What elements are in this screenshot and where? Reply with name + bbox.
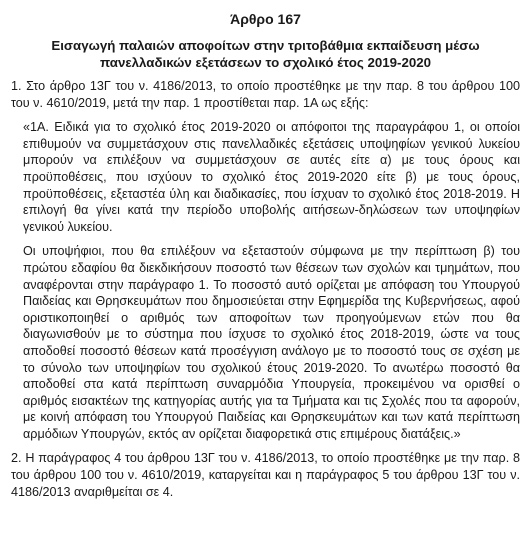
paragraph-2 (11, 450, 520, 500)
paragraph-1 (11, 78, 520, 111)
paragraph-2-number: 2. (11, 451, 22, 466)
paragraph-2-text: Η παράγραφος 4 του άρθρου 13Γ του ν. 4186/2013, το οποίο προστέθηκε με την παρ. 8 του άρθρου 100 του ν. 4610/2019, καταργείται και η παράγραφος 5 του άρθρου 13Γ του ν. 4186/2013 αναριθμείται σε 4. (11, 451, 521, 499)
article-heading: Άρθρο 167 (230, 11, 301, 27)
quoted-paragraph-continuation: Οι υποψήφιοι, που θα επιλέξουν να εξεταστούν σύμφωνα με την περίπτωση β) του πρώτου εδαφίου θα διεκδικήσουν ποσοστό των θέσεων των σχολών και τμημάτων, που αναφέρονται στην παράγραφο 1. Το ποσοστό αυτό ορίζεται με απόφαση του Υπουργού Παιδείας και Θρησκευμάτων που δημοσιεύεται στην Εφημερίδα της Κυβερνήσεως, αφού οριστικοποιηθεί ο αριθμός των αποφοίτων των προηγούμενων ετών που θα διαγωνισθούν με το σύστημα που ίσχυσε το σχολικό έτος 2018-2019, ώστε να τους αποδοθεί ποσοστό θέσεων κατά προσέγγιση ανάλογο με το ποσοστό τους σε σχέση με το σύνολο των υποψηφίων του σχολικού έτους 2019-2020. Το ανωτέρω ποσοστό θα αποδοθεί στα κατά περίπτωση συναρμόδια Υπουργεία, προκειμένου να ορισθεί ο αριθμός εισακτέων της κατηγορίας αυτής για τα Τμήματα και τις Σχολές που τα αφορούν, με κοινή απόφαση του Υπουργού Παιδείας και Θρησκευμάτων και των κατά περίπτωση αρμόδιων Υπουργών, εκτός αν ορίζεται διαφορετικά στις επιμέρους διατάξεις.» (23, 244, 520, 441)
paragraph-1-number: 1. (11, 79, 22, 93)
article-subtitle: Εισαγωγή παλαιών αποφοίτων στην τριτοβάθμια εκπαίδευση μέσω πανελλαδικών εξετάσεων το σχολικό έτος 2019-2020 (51, 38, 480, 70)
quoted-paragraph-1a: «1Α. Ειδικά για το σχολικό έτος 2019-2020 οι απόφοιτοι της παραγράφου 1, οι οποίοι επιθυμούν να συμμετάσχουν στις πανελλαδικές εξετάσεις υποψηφίων γενικού λυκείου μπορούν να επιλέξουν να συμμετάσχουν σε αυτές είτε α) με τους όρους και προϋποθέσεις, που ισχύουν το σχολικό έτος 2019-2020 είτε β) με τους όρους, προϋποθέσεις, εξεταστέα ύλη και διαδικασίες, που ίσχυαν το σχολικό έτος 2018-2019. Η επιλογή θα γίνει κατά την περίοδο υποβολής αιτήσεων-δηλώσεων των υποψηφίων γενικού λυκείου. (23, 120, 520, 234)
paragraph-1-text: Στο άρθρο 13Γ του ν. 4186/2013, το οποίο προστέθηκε με την παρ. 8 του άρθρου 100 του ν. 4610/2019, μετά την παρ. 1 προστίθεται παρ. 1Α ως εξής: (11, 79, 521, 110)
